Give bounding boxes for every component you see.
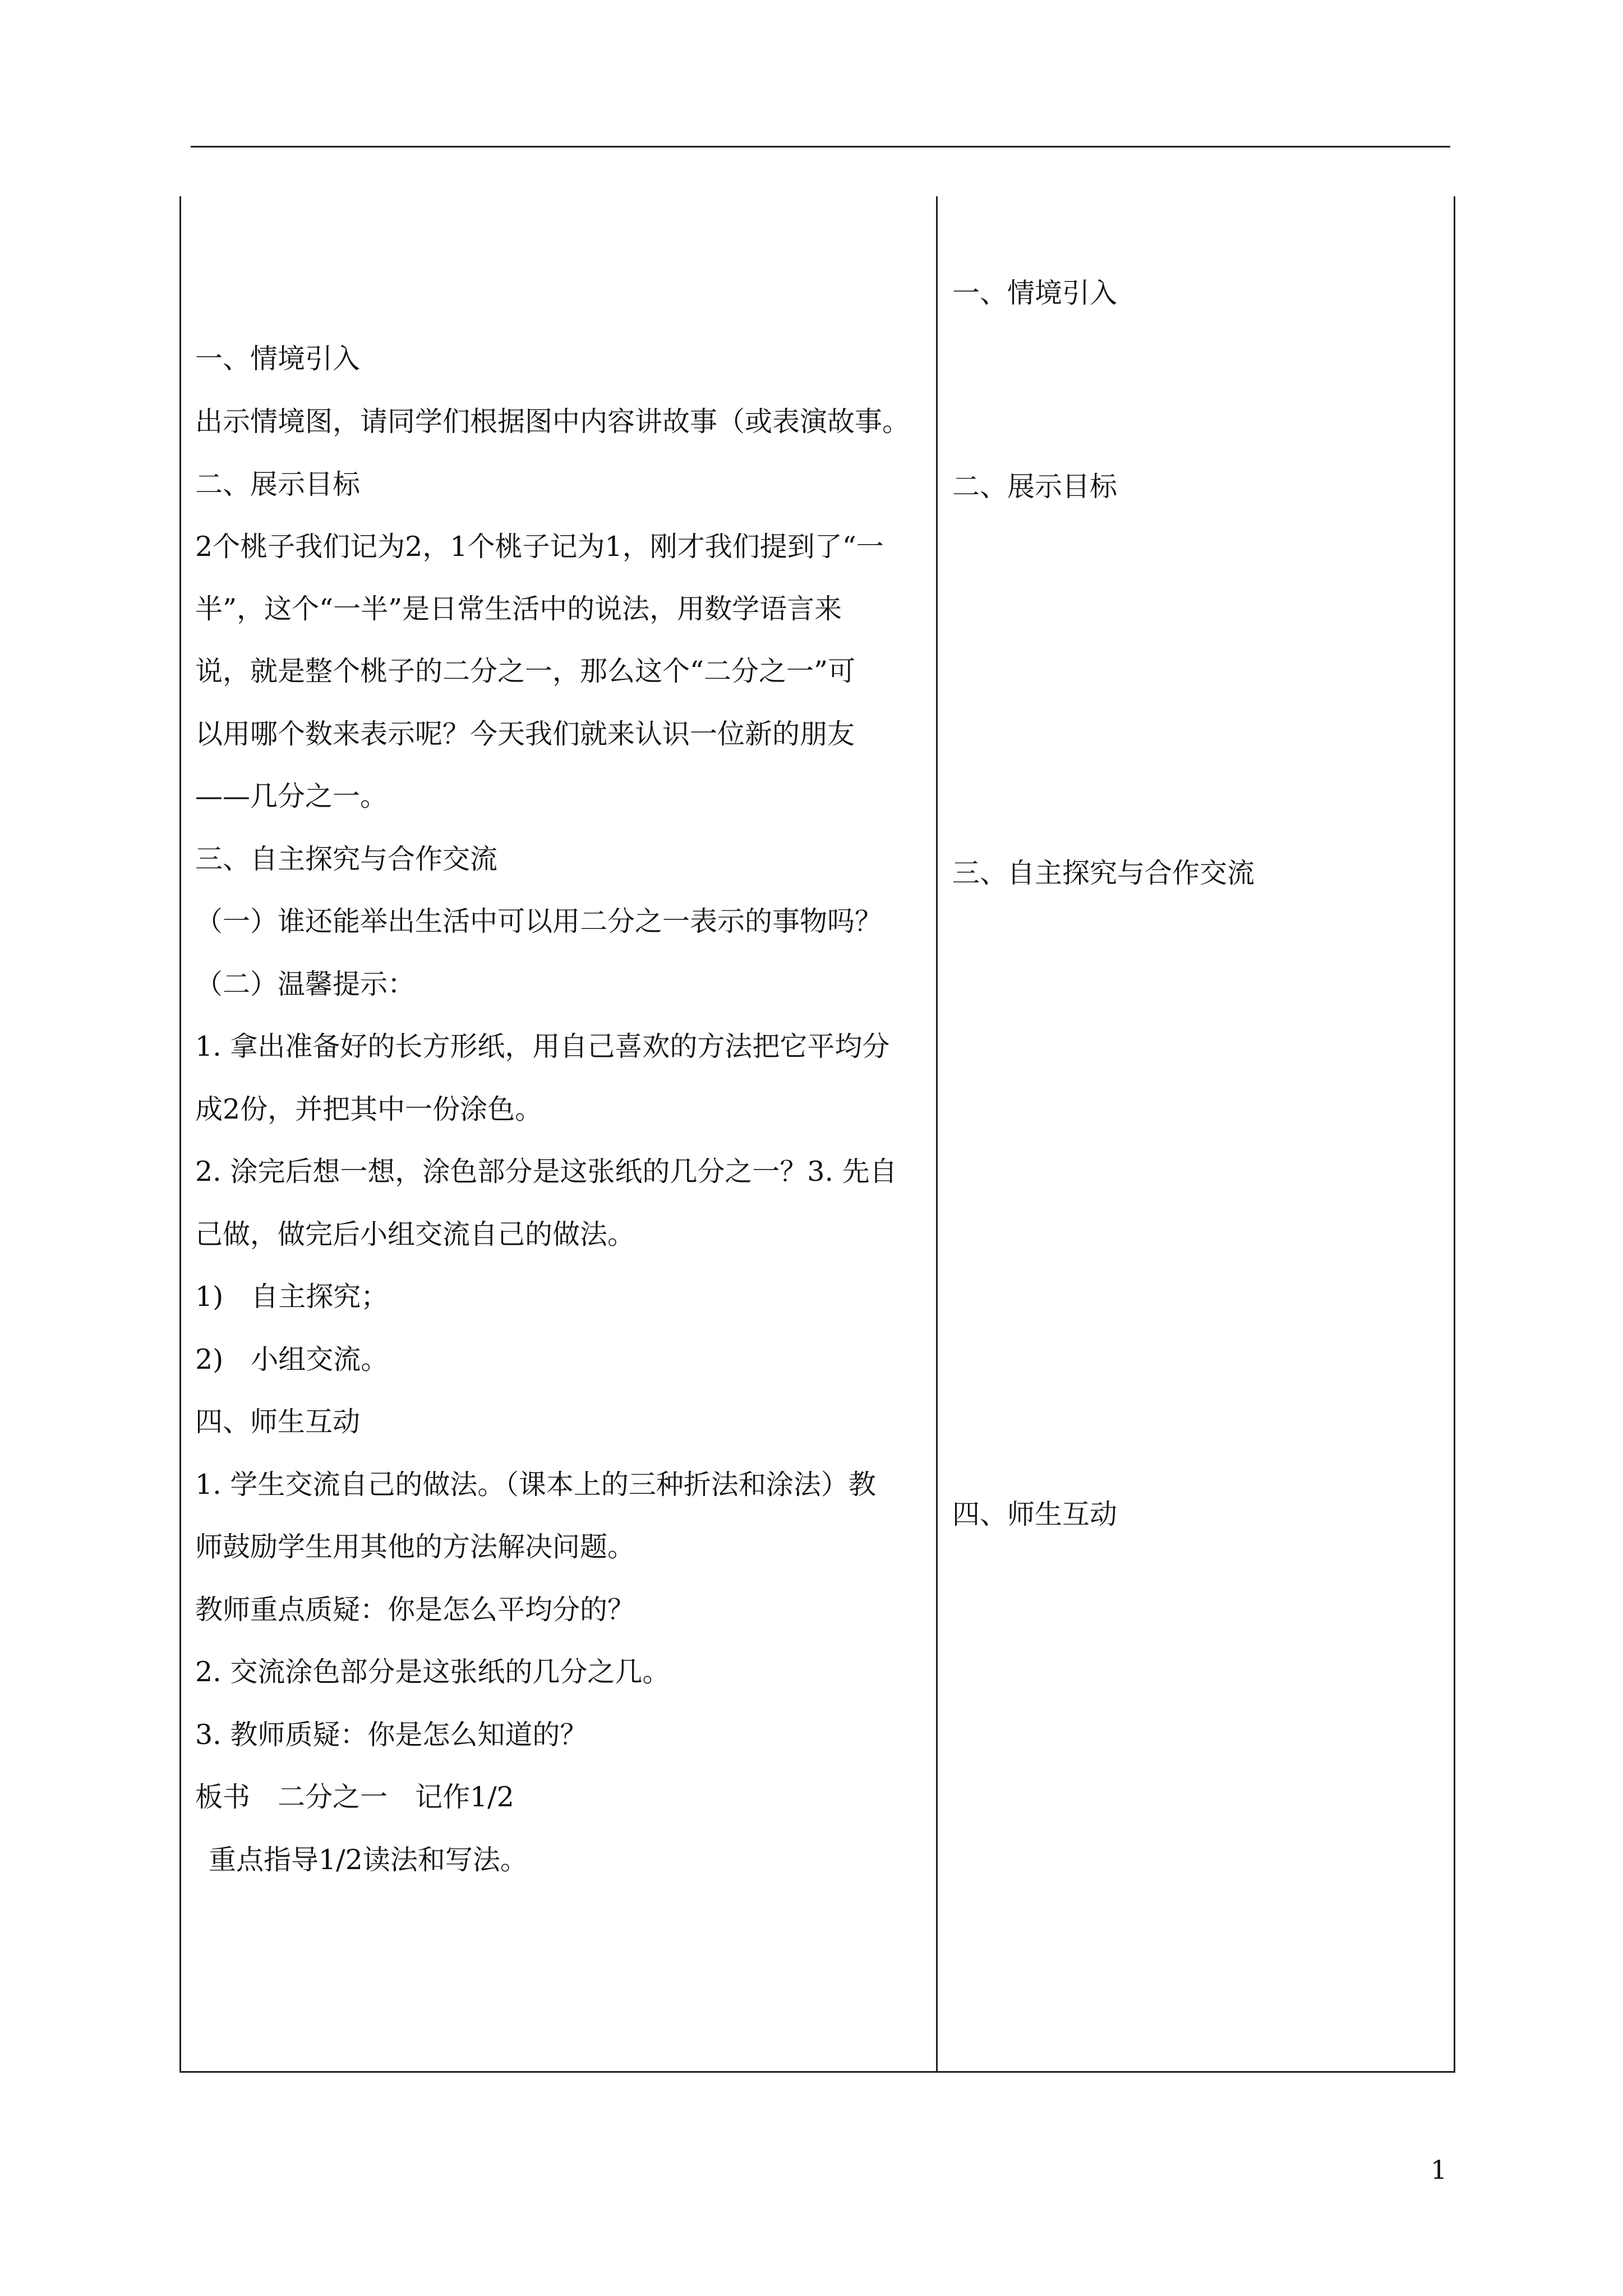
content-line: 重点指导1/2读法和写法。 (209, 1844, 528, 1876)
section-heading-introduction: 一、情境引入 (195, 343, 361, 375)
content-line: 师鼓励学生用其他的方法解决问题。 (195, 1531, 635, 1563)
outline-exploration: 三、自主探究与合作交流 (952, 857, 1255, 889)
header-rule (191, 146, 1450, 148)
content-line: 2个桃子我们记为2，1个桃子记为1，刚才我们提到了“一 (195, 531, 884, 563)
table-column-divider (936, 196, 938, 2073)
outline-interaction: 四、师生互动 (952, 1498, 1118, 1530)
outline-goals: 二、展示目标 (952, 471, 1118, 503)
section-heading-goals: 二、展示目标 (195, 468, 361, 500)
content-line: 3. 教师质疑：你是怎么知道的？ (195, 1719, 588, 1751)
content-line: 成2份，并把其中一份涂色。 (195, 1093, 543, 1125)
content-line: 1. 拿出准备好的长方形纸，用自己喜欢的方法把它平均分 (195, 1030, 890, 1062)
content-line: 2) 小组交流。 (195, 1343, 389, 1375)
page-number: 1 (1431, 2155, 1447, 2185)
content-line: 出示情境图，请同学们根据图中内容讲故事（或表演故事。 (195, 406, 910, 438)
content-line: 2. 涂完后想一想，涂色部分是这张纸的几分之一？3. 先自 (195, 1156, 897, 1188)
content-line: 2. 交流涂色部分是这张纸的几分之几。 (195, 1656, 670, 1688)
content-line: 1) 自主探究； (195, 1281, 389, 1313)
content-line: 己做，做完后小组交流自己的做法。 (195, 1218, 635, 1250)
section-heading-interaction: 四、师生互动 (195, 1406, 361, 1438)
content-line: 以用哪个数来表示呢？今天我们就来认识一位新的朋友 (195, 718, 855, 750)
table-left-border (179, 196, 181, 2073)
content-line: 1. 学生交流自己的做法。（课本上的三种折法和涂法）教 (195, 1469, 876, 1501)
content-line: 说，就是整个桃子的二分之一，那么这个“二分之一”可 (195, 655, 856, 687)
content-line: （二）温馨提示： (195, 968, 416, 1000)
content-line: （一）谁还能举出生活中可以用二分之一表示的事物吗？ (195, 905, 883, 937)
section-heading-exploration: 三、自主探究与合作交流 (195, 843, 498, 875)
content-line: ——几分之一。 (195, 780, 388, 812)
outline-introduction: 一、情境引入 (952, 277, 1118, 309)
blackboard-line: 板书 二分之一 记作1/2 (195, 1781, 514, 1813)
table-right-border (1454, 196, 1455, 2073)
table-bottom-border (179, 2071, 1455, 2073)
content-line: 半”，这个“一半”是日常生活中的说法，用数学语言来 (195, 593, 842, 625)
content-line: 教师重点质疑：你是怎么平均分的？ (195, 1594, 635, 1626)
